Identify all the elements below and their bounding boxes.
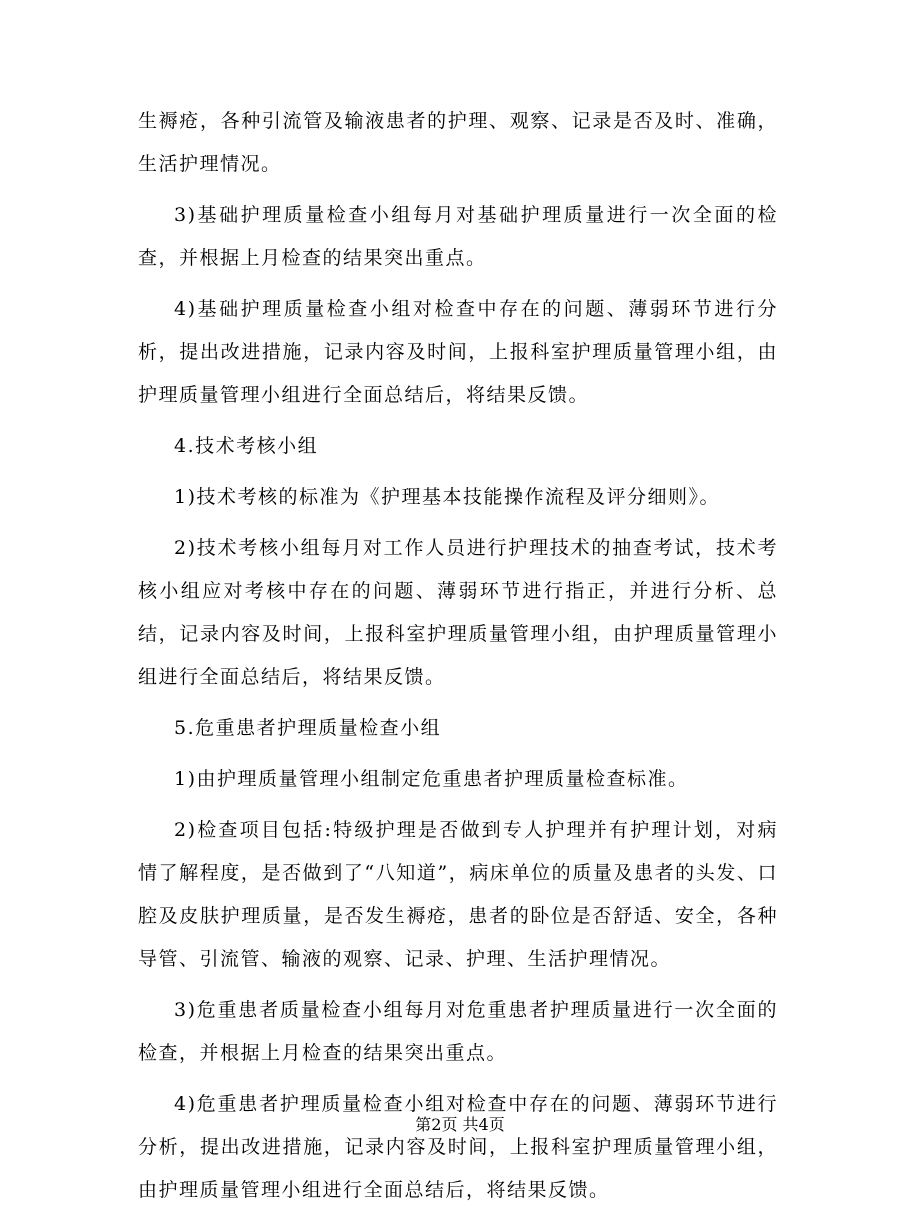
paragraph-10: 3)危重患者质量检查小组每月对危重患者护理质量进行一次全面的检查，并根据上月检查的结果突出重点。 (138, 999, 778, 1064)
paragraph-1: 生褥疮，各种引流管及输液患者的护理、观察、记录是否及时、准确，生活护理情况。 (138, 110, 778, 175)
paragraph-6: 2)技术考核小组每月对工作人员进行护理技术的抽查考试，技术考核小组应对考核中存在的问题、薄弱环节进行指正，并进行分析、总结，记录内容及时间，上报科室护理质量管理小组，由护理质量管理小组进行全面总结后，将结果反馈。 (138, 537, 778, 688)
paragraph-9: 2)检查项目包括:特级护理是否做到专人护理并有护理计划，对病情了解程度，是否做到了“八知道”，病床单位的质量及患者的头发、口腔及皮肤护理质量，是否发生褥疮，患者的卧位是否舒适、安全，各种导管、引流管、输液的观察、记录、护理、生活护理情况。 (138, 819, 778, 970)
paragraph-3: 4)基础护理质量检查小组对检查中存在的问题、薄弱环节进行分析，提出改进措施，记录内容及时间，上报科室护理质量管理小组，由护理质量管理小组进行全面总结后，将结果反馈。 (138, 298, 778, 406)
paragraph-8: 1)由护理质量管理小组制定危重患者护理质量检查标准。 (174, 768, 689, 790)
paragraph-5: 1)技术考核的标准为《护理基本技能操作流程及评分细则》。 (174, 486, 721, 508)
section-heading-4: 4.技术考核小组 (174, 435, 319, 457)
paragraph-2: 3)基础护理质量检查小组每月对基础护理质量进行一次全面的检查，并根据上月检查的结果突出重点。 (138, 204, 778, 269)
paragraph-11: 4)危重患者护理质量检查小组对检查中存在的问题、薄弱环节进行分析，提出改进措施，记录内容及时间，上报科室护理质量管理小组，由护理质量管理小组进行全面总结后，将结果反馈。 (138, 1093, 778, 1201)
section-heading-5: 5.危重患者护理质量检查小组 (174, 717, 442, 739)
page-number-footer: 第2页 共4页 (415, 1115, 505, 1134)
document-body (138, 100, 778, 1220)
